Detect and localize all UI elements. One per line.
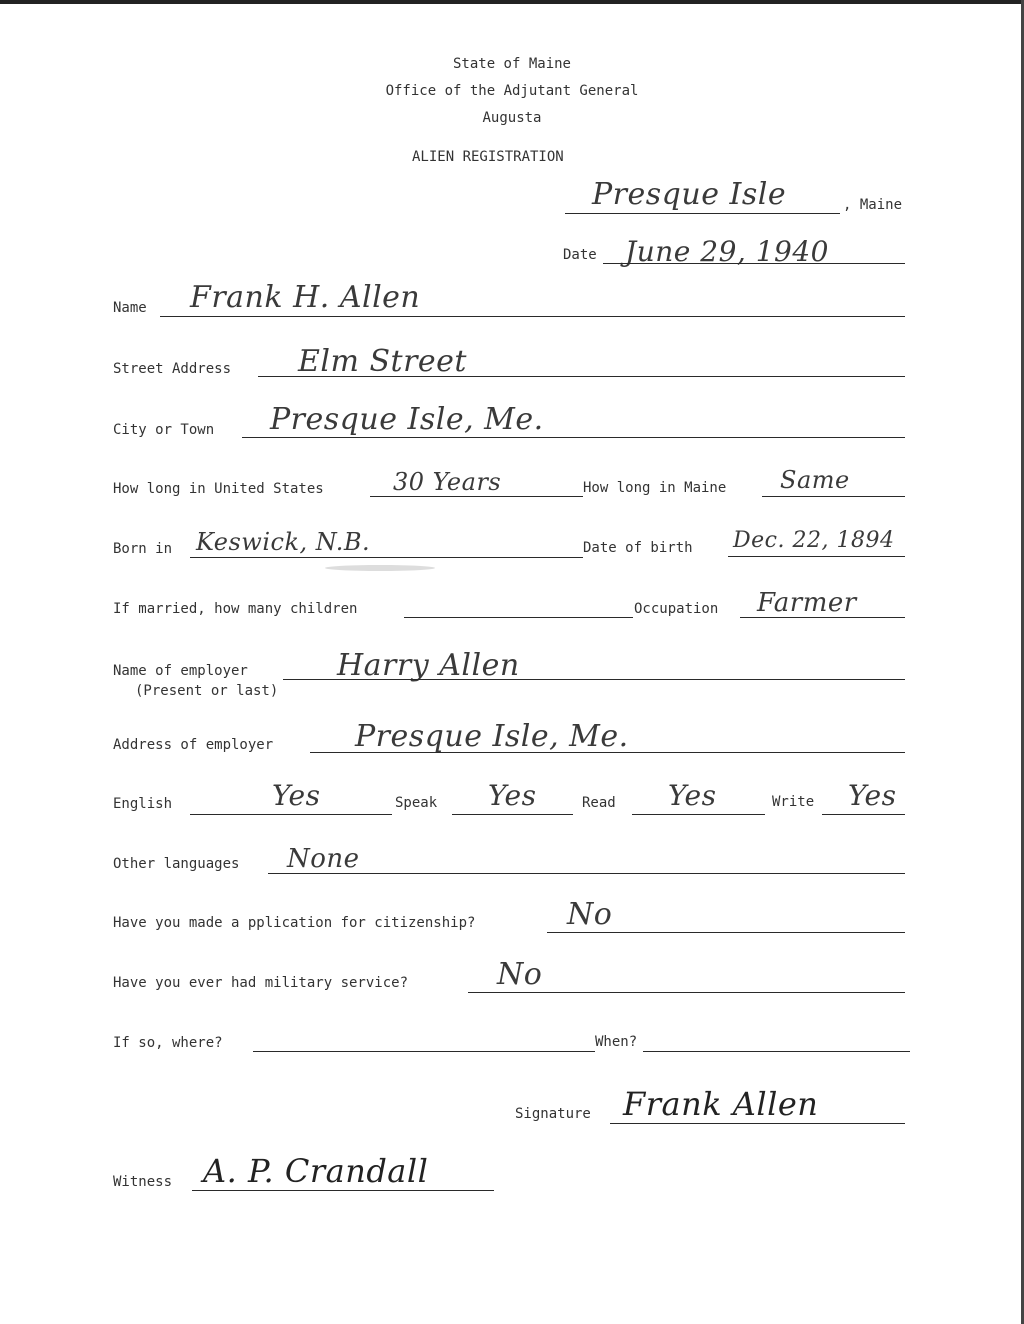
how-long-us-label: How long in United States bbox=[113, 481, 324, 497]
witness-label: Witness bbox=[113, 1174, 173, 1190]
place-entry: Presque Isle bbox=[592, 177, 787, 212]
street-address-line bbox=[258, 376, 905, 377]
ink-smudge bbox=[325, 565, 435, 571]
employer-address-entry: Presque Isle, Me. bbox=[355, 719, 629, 754]
signature-label: Signature bbox=[515, 1106, 591, 1122]
speak-entry: Yes bbox=[488, 779, 537, 812]
military-line bbox=[468, 992, 905, 993]
other-languages-label: Other languages bbox=[113, 856, 240, 872]
maine-label: , Maine bbox=[843, 197, 903, 213]
signature-line bbox=[610, 1123, 905, 1124]
how-long-maine-entry: Same bbox=[780, 466, 850, 494]
english-line bbox=[190, 814, 392, 815]
speak-line bbox=[452, 814, 573, 815]
how-long-maine-label: How long in Maine bbox=[583, 480, 727, 496]
date-label: Date bbox=[563, 247, 597, 263]
if-so-where-label: If so, where? bbox=[113, 1035, 223, 1051]
military-label: Have you ever had military service? bbox=[113, 975, 409, 991]
employer-name-line bbox=[283, 679, 905, 680]
employer-name-label: Name of employer bbox=[113, 663, 248, 679]
write-entry: Yes bbox=[848, 779, 897, 812]
name-entry: Frank H. Allen bbox=[190, 280, 421, 315]
when-line bbox=[643, 1051, 910, 1052]
scan-border-top bbox=[0, 0, 1024, 4]
city-label: City or Town bbox=[113, 422, 215, 438]
born-in-line bbox=[190, 557, 583, 558]
other-languages-entry: None bbox=[287, 844, 360, 874]
how-long-us-entry: 30 Years bbox=[393, 468, 502, 496]
header-city: Augusta bbox=[482, 110, 542, 126]
form-title: ALIEN REGISTRATION bbox=[412, 149, 564, 165]
date-line bbox=[603, 263, 905, 264]
children-line bbox=[404, 617, 633, 618]
signature-entry: Frank Allen bbox=[623, 1085, 819, 1123]
date-of-birth-label: Date of birth bbox=[583, 540, 693, 556]
read-line bbox=[632, 814, 765, 815]
citizenship-entry: No bbox=[567, 897, 613, 932]
witness-entry: A. P. Crandall bbox=[203, 1152, 429, 1190]
born-in-label: Born in bbox=[113, 541, 173, 557]
how-long-us-line bbox=[370, 496, 583, 497]
employer-address-label: Address of employer bbox=[113, 737, 274, 753]
city-line bbox=[242, 437, 905, 438]
name-label: Name bbox=[113, 300, 147, 316]
if-so-where-line bbox=[253, 1051, 595, 1052]
english-label: English bbox=[113, 796, 173, 812]
read-label: Read bbox=[582, 795, 616, 811]
witness-line bbox=[192, 1190, 494, 1191]
employer-address-line bbox=[310, 752, 905, 753]
when-label: When? bbox=[595, 1034, 638, 1050]
occupation-entry: Farmer bbox=[757, 588, 857, 618]
occupation-line bbox=[740, 617, 905, 618]
header-state: State of Maine bbox=[452, 56, 571, 72]
how-long-maine-line bbox=[762, 496, 905, 497]
street-address-label: Street Address bbox=[113, 361, 232, 377]
military-entry: No bbox=[497, 957, 543, 992]
born-in-entry: Keswick, N.B. bbox=[196, 528, 371, 556]
employer-name-sublabel: (Present or last) bbox=[135, 683, 279, 699]
occupation-label: Occupation bbox=[634, 601, 719, 617]
write-line bbox=[822, 814, 905, 815]
date-of-birth-entry: Dec. 22, 1894 bbox=[733, 528, 895, 553]
english-entry: Yes bbox=[272, 779, 321, 812]
header-office: Office of the Adjutant General bbox=[385, 83, 639, 99]
speak-label: Speak bbox=[395, 795, 438, 811]
citizenship-label: Have you made a pplication for citizenship? bbox=[113, 915, 476, 931]
children-label: If married, how many children bbox=[113, 601, 358, 617]
street-address-entry: Elm Street bbox=[298, 344, 467, 379]
city-entry: Presque Isle, Me. bbox=[270, 402, 544, 437]
date-entry: June 29, 1940 bbox=[625, 235, 829, 268]
employer-name-entry: Harry Allen bbox=[337, 648, 520, 683]
write-label: Write bbox=[772, 794, 815, 810]
citizenship-line bbox=[547, 932, 905, 933]
name-line bbox=[160, 316, 905, 317]
read-entry: Yes bbox=[668, 779, 717, 812]
date-of-birth-line bbox=[728, 556, 905, 557]
other-languages-line bbox=[268, 873, 905, 874]
place-line bbox=[565, 213, 840, 214]
